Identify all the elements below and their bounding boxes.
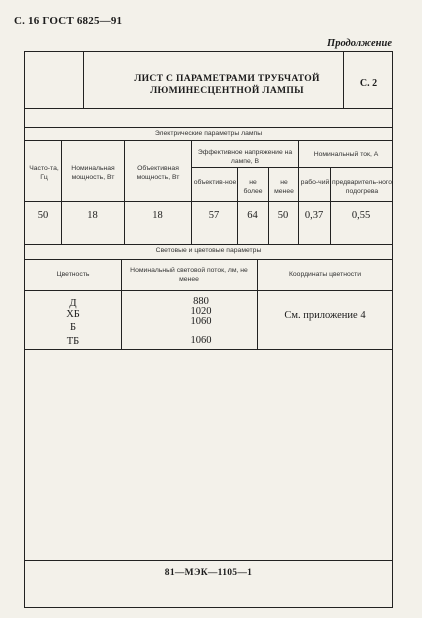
value-voltage-objective: 57 — [208, 210, 220, 221]
lamp-parameter-sheet — [24, 51, 393, 608]
color-d: Д — [69, 298, 77, 309]
value-objective-power: 18 — [152, 210, 163, 221]
sub-preheat-current: предваритель-ного подогрева — [332, 179, 392, 195]
sub-voltage-min: не менее — [274, 179, 294, 195]
flux-khb: 1020 — [190, 306, 212, 317]
flux-b: 1060 — [190, 316, 212, 327]
coords-note: См. приложение 4 — [284, 310, 366, 321]
color-tb: ТБ — [66, 336, 80, 347]
sheet-title-line2: ЛЮМИНЕСЦЕНТНОЙ ЛАМПЫ — [150, 85, 304, 96]
col-luminous-flux: Номинальный световой поток, лм, не менее — [130, 267, 248, 283]
color-b: Б — [69, 322, 77, 333]
value-preheat-current: 0,55 — [351, 210, 371, 221]
sheet-number: С. 2 — [359, 78, 378, 89]
flux-tb: 1060 — [190, 335, 212, 346]
sub-objective-voltage: объектив-ное — [193, 179, 237, 186]
continuation-label: Продолжение — [327, 38, 392, 49]
col-frequency: Часто-та, Гц — [29, 165, 59, 181]
sub-voltage-max: не более — [243, 179, 263, 195]
col-chromaticity-coords: Координаты цветности — [288, 271, 362, 278]
value-frequency: 50 — [37, 210, 49, 221]
footer-code: 81—МЭК—1105—1 — [164, 568, 253, 578]
color-khb: ХБ — [66, 309, 80, 320]
col-nominal-power: Номинальная мощность, Вт — [71, 165, 115, 181]
electrical-caption: Электрические параметры лампы — [154, 130, 263, 137]
value-nominal-power: 18 — [87, 210, 98, 221]
sub-working-current: рабо-чий — [300, 179, 330, 186]
value-voltage-max: 64 — [247, 210, 258, 221]
col-nominal-current: Номинальный ток, А — [313, 151, 379, 158]
page-reference: С. 16 ГОСТ 6825—91 — [14, 15, 123, 27]
sheet-title-line1: ЛИСТ С ПАРАМЕТРАМИ ТРУБЧАТОЙ — [134, 73, 320, 84]
light-caption: Световые и цветовые параметры — [155, 247, 262, 254]
flux-d: 880 — [193, 296, 209, 307]
col-objective-power: Объективная мощность, Вт — [136, 165, 180, 181]
col-effective-voltage: Эффективное напряжение на лампе, В — [197, 149, 293, 165]
col-color: Цветность — [56, 271, 90, 278]
value-voltage-min: 50 — [277, 210, 289, 221]
value-working-current: 0,37 — [304, 210, 324, 221]
